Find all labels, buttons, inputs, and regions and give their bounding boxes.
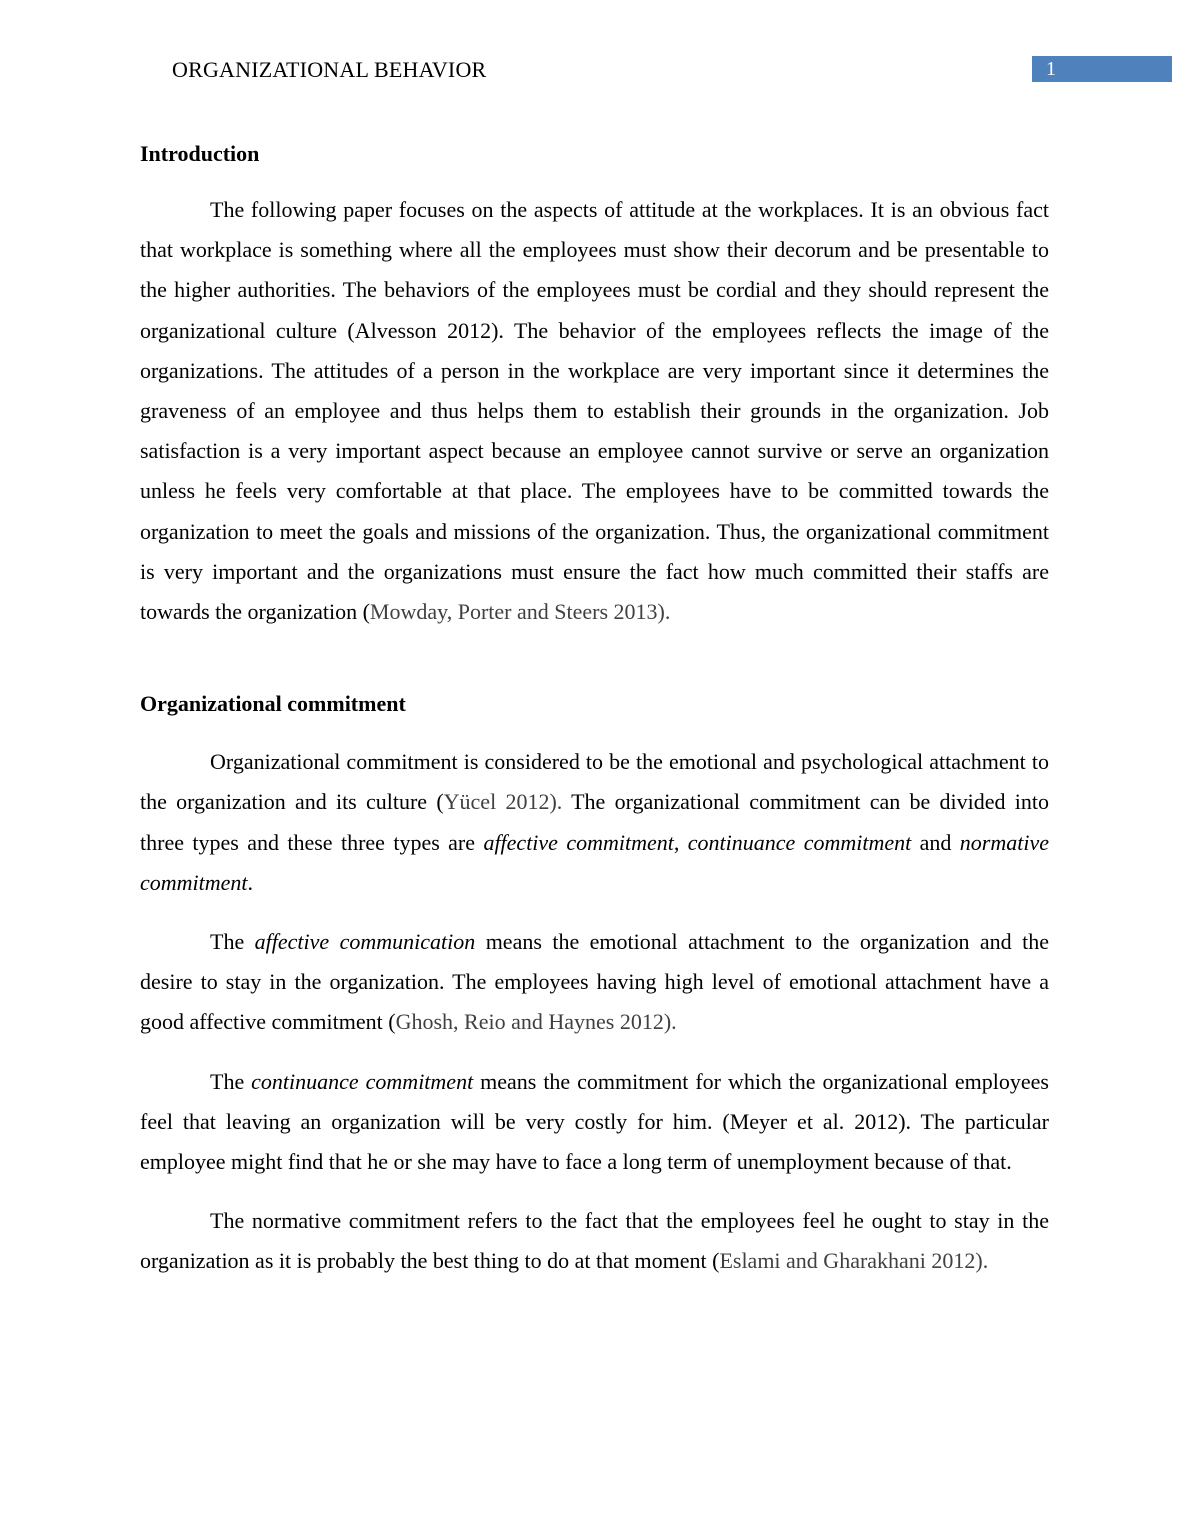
document-body: [140, 140, 1049, 1282]
paragraph-text: and: [911, 829, 960, 855]
term-continuance-commitment: continuance commitment: [687, 829, 912, 855]
paragraph-text: ,: [673, 829, 688, 855]
paragraph-text: Organizational commitment is considered to be the emotional and psychological attachment to the organization and its culture (: [140, 749, 1049, 815]
paragraph-text: The normative commitment refers to the fact that the employees feel he ought to stay in the organization as it is probably the best thing to do at that moment (: [140, 1208, 1049, 1274]
paragraph-text: .: [247, 869, 254, 895]
section-heading-organizational-commitment: Organizational commitment: [140, 691, 406, 717]
term-normative-commitment: normative commitment: [140, 829, 1049, 895]
term-affective-communication: affective communication: [254, 929, 476, 955]
paragraph-text: The organizational commitment can be divided into three types and these three types are: [140, 789, 1049, 855]
paragraph-text: The following paper focuses on the aspects of attitude at the workplaces. It is an obvious fact that workplace is something where all the employees must show their decorum and be presentable to the higher authorities. The behaviors of the employees must be cordial and they should represent the organizational culture (Alvesson 2012). The behavior of the employees reflects the image of the organizations. The attitudes of a person in the workplace are very important since it determines the graveness of an employee and thus helps them to establish their grounds in the organization. Job satisfaction is a very important aspect because an employee cannot survive or serve an organization unless he feels very comfortable at that place. The employees have to be committed towards the organization to meet the goals and missions of the organization. Thus, the organizational commitment is very important and the organizations must ensure the fact how much committed their staffs are towards the organization (: [140, 197, 1049, 625]
section-heading-introduction: Introduction: [140, 141, 260, 166]
paragraph-normative: [140, 1201, 1049, 1281]
paragraph-text: The: [210, 1068, 252, 1094]
paragraph-commitment-definition: [140, 742, 1049, 903]
paragraph-text: means the commitment for which the organizational employees feel that leaving an organization will be very costly for him. (Meyer et al. 2012). The particular employee might find that he or she may have to face a long term of unemployment because of that.: [140, 1068, 1049, 1175]
paragraph-continuance: [140, 1062, 1049, 1183]
paragraph-text: The: [210, 929, 255, 955]
running-head: ORGANIZATIONAL BEHAVIOR: [172, 57, 487, 82]
term-continuance-commitment: continuance commitment: [251, 1068, 474, 1094]
term-affective-commitment: affective commitment: [483, 829, 674, 855]
paragraph-text: means the emotional attachment to the organization and the desire to stay in the organization. The employees having high level of emotional attachment have a good affective commitment (: [140, 929, 1049, 1035]
citation: Ghosh, Reio and Haynes 2012).: [395, 1009, 677, 1035]
citation: Mowday, Porter and Steers 2013).: [369, 599, 671, 625]
citation: Yücel 2012).: [443, 789, 563, 815]
citation: Eslami and Gharakhani 2012).: [719, 1248, 989, 1274]
paragraph-affective: [140, 922, 1049, 1043]
page-number: 1: [1032, 56, 1172, 82]
paragraph-introduction: [140, 190, 1049, 632]
